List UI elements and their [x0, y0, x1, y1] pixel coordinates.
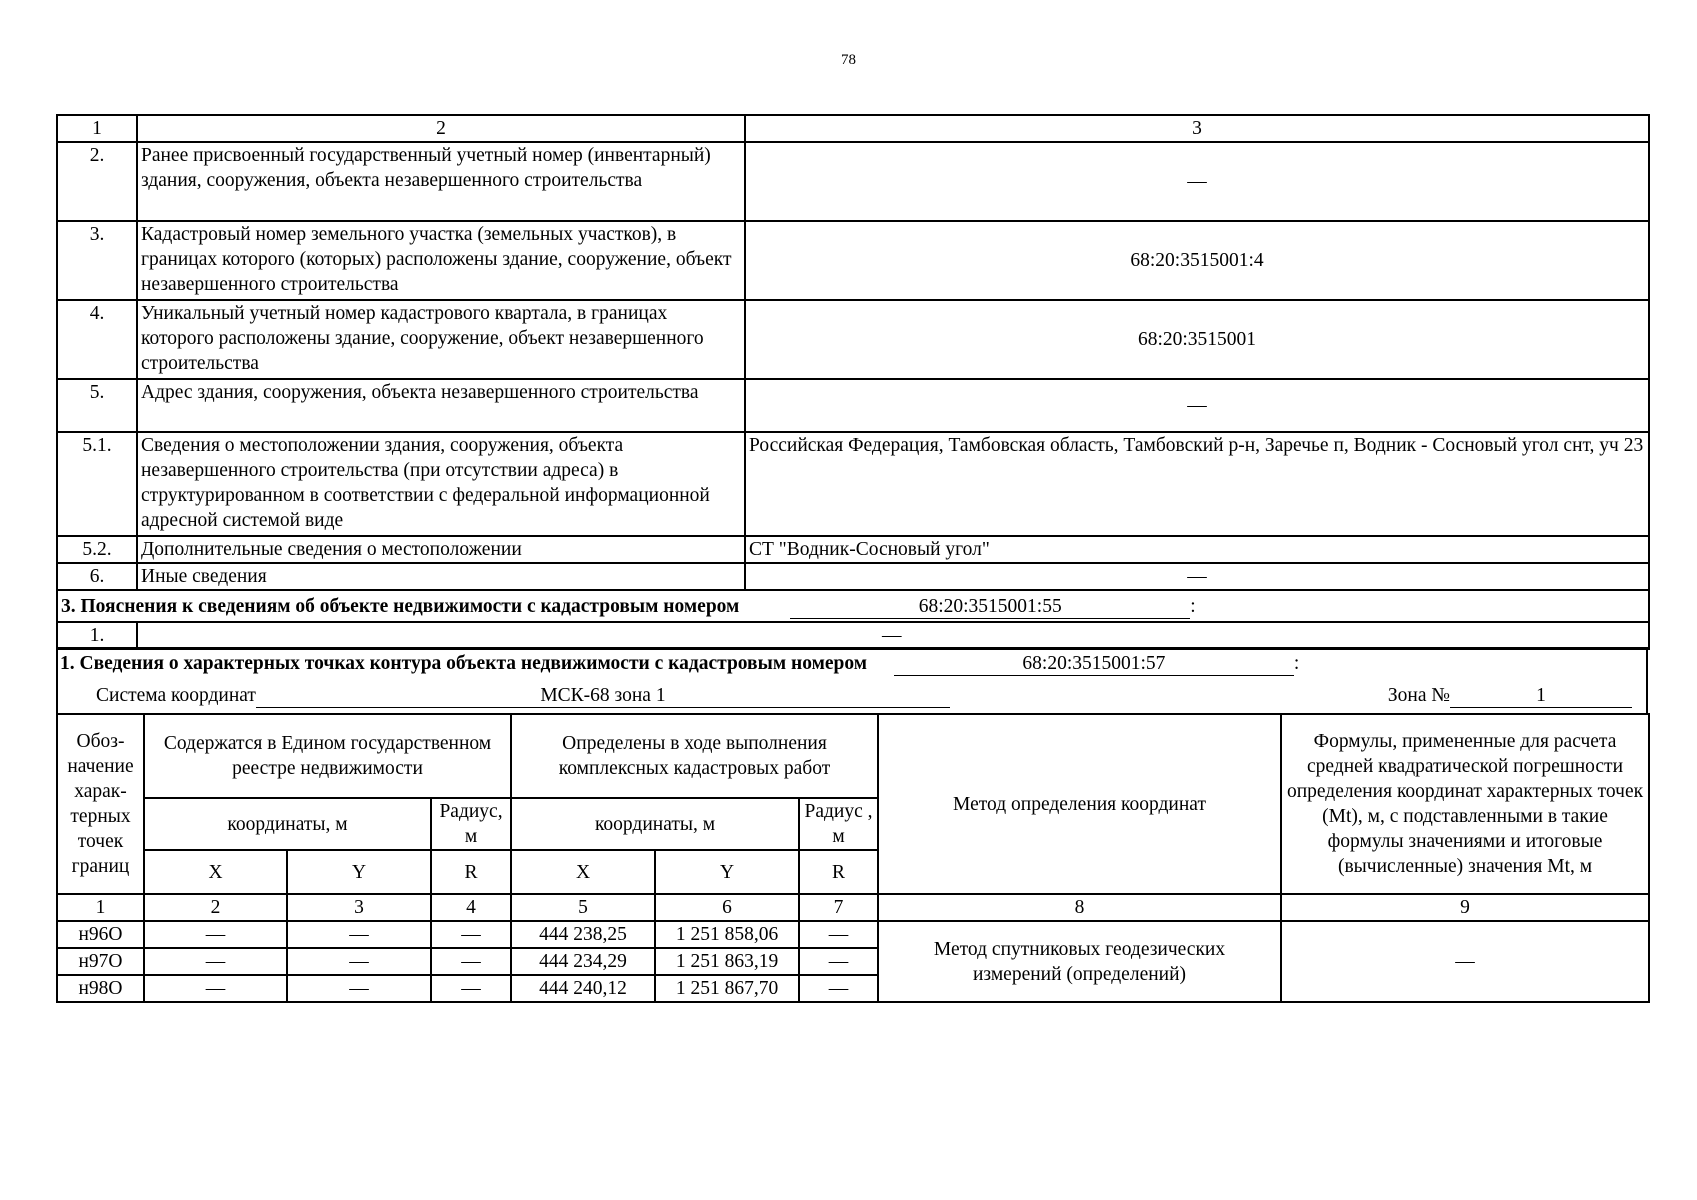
column-number: 4: [431, 894, 511, 921]
column-number: 7: [799, 894, 878, 921]
row-label: Иные сведения: [137, 563, 745, 590]
page-number: 78: [841, 52, 856, 68]
determined-y-header: Y: [655, 850, 799, 894]
egrn-y-header: Y: [287, 850, 431, 894]
table-row: [57, 536, 1649, 563]
section3-title-row: [57, 590, 1649, 622]
section1-colon: :: [1293, 653, 1300, 674]
radius: —: [799, 921, 878, 948]
section3-title: 3. Пояснения к сведениям об объекте недвижимости с кадастровым номером: [61, 595, 740, 617]
row-number: 3.: [57, 221, 137, 300]
header-col-2: 2: [137, 115, 745, 142]
determined-coordinates-header: координаты, м: [511, 798, 799, 850]
determined-r-header: R: [799, 850, 878, 894]
table-row: [57, 432, 1649, 536]
row-value: —: [745, 379, 1649, 432]
point-id: н97О: [57, 948, 144, 975]
egrn-x: —: [144, 975, 287, 1002]
column-numbers-row: [57, 894, 1649, 921]
x-coordinate: 444 238,25: [511, 921, 655, 948]
row-value: 68:20:3515001:4: [745, 221, 1649, 300]
egrn-x-header: X: [144, 850, 287, 894]
table-row: [57, 563, 1649, 590]
section1-cadastral-number: 68:20:3515001:57: [894, 653, 1294, 676]
y-coordinate: 1 251 858,06: [655, 921, 799, 948]
column-number: 5: [511, 894, 655, 921]
row-number: 5.2.: [57, 536, 137, 563]
row-value: —: [745, 563, 1649, 590]
object-info-table: [56, 114, 1650, 650]
point-id: н96О: [57, 921, 144, 948]
determined-x-header: X: [511, 850, 655, 894]
table-header-row: [57, 115, 1649, 142]
egrn-x: —: [144, 948, 287, 975]
zone-value: 1: [1450, 685, 1632, 708]
table-row: [57, 921, 1649, 948]
row-value: 68:20:3515001: [745, 300, 1649, 379]
row-number: 6.: [57, 563, 137, 590]
egrn-header: Содержатся в Едином государственном реестре недвижимости: [144, 714, 511, 798]
zone-label: Зона №: [1387, 685, 1450, 706]
row-label: Кадастровый номер земельного участка (земельных участков), в границах которого (которых) расположены здание, сооружение, объект незавершенного строительства: [137, 221, 745, 300]
row-value: —: [137, 622, 1649, 649]
section3-cadastral-number: 68:20:3515001:55: [790, 596, 1190, 619]
method-header: Метод определения координат: [878, 714, 1281, 894]
column-number: 1: [57, 894, 144, 921]
egrn-r-header: R: [431, 850, 511, 894]
row-label: Ранее присвоенный государственный учетный номер (инвентарный) здания, сооружения, объекта незавершенного строительства: [137, 142, 745, 221]
table-row: [57, 379, 1649, 432]
section1-header: [56, 647, 1648, 713]
row-label: Дополнительные сведения о местоположении: [137, 536, 745, 563]
points-designation-header: Обоз-начение харак-терных точек границ: [57, 714, 144, 894]
row-number: 5.: [57, 379, 137, 432]
column-number: 2: [144, 894, 287, 921]
row-value: СТ "Водник-Сосновый угол": [745, 536, 1649, 563]
table-row: [57, 622, 1649, 649]
table-row: [57, 142, 1649, 221]
row-label: Сведения о местоположении здания, сооружения, объекта незавершенного строительства (при отсутствии адреса) в структурированном в соответствии с федеральной информационной адресной системой виде: [137, 432, 745, 536]
column-number: 9: [1281, 894, 1649, 921]
section1-title: 1. Сведения о характерных точках контура объекта недвижимости с кадастровым номером: [60, 653, 868, 674]
method-value: Метод спутниковых геодезических измерений (определений): [878, 921, 1281, 1002]
egrn-r: —: [431, 921, 511, 948]
header-col-1: 1: [57, 115, 137, 142]
characteristic-points-table: [56, 713, 1650, 1003]
egrn-r: —: [431, 975, 511, 1002]
determined-radius-header: Радиус , м: [799, 798, 878, 850]
formulas-header: Формулы, примененные для расчета средней квадратической погрешности определения координат характерных точек (Mt), м, с подставленными в такие формулы значениями и итоговые (вычисленные) значения Mt, м: [1281, 714, 1649, 894]
row-number: 4.: [57, 300, 137, 379]
column-number: 8: [878, 894, 1281, 921]
row-value: Российская Федерация, Тамбовская область, Тамбовский р-н, Заречье п, Водник - Сосновый угол снт, уч 23: [745, 432, 1649, 536]
egrn-x: —: [144, 921, 287, 948]
row-number: 1.: [57, 622, 137, 649]
egrn-y: —: [287, 948, 431, 975]
determined-header: Определены в ходе выполнения комплексных кадастровых работ: [511, 714, 878, 798]
header-col-3: 3: [745, 115, 1649, 142]
point-id: н98О: [57, 975, 144, 1002]
row-label: Адрес здания, сооружения, объекта незавершенного строительства: [137, 379, 745, 432]
y-coordinate: 1 251 863,19: [655, 948, 799, 975]
section3-colon: :: [1190, 595, 1196, 617]
radius: —: [799, 948, 878, 975]
row-label: Уникальный учетный номер кадастрового квартала, в границах которого расположены здание, сооружение, объект незавершенного строительства: [137, 300, 745, 379]
egrn-y: —: [287, 921, 431, 948]
x-coordinate: 444 240,12: [511, 975, 655, 1002]
egrn-coordinates-header: координаты, м: [144, 798, 431, 850]
egrn-r: —: [431, 948, 511, 975]
row-number: 5.1.: [57, 432, 137, 536]
table-row: [57, 221, 1649, 300]
row-value: —: [745, 142, 1649, 221]
egrn-radius-header: Радиус, м: [431, 798, 511, 850]
column-number: 3: [287, 894, 431, 921]
egrn-y: —: [287, 975, 431, 1002]
coord-system-label: Система координат: [96, 685, 256, 706]
column-number: 6: [655, 894, 799, 921]
coord-system-value: МСК-68 зона 1: [256, 685, 950, 708]
table-row: [57, 300, 1649, 379]
y-coordinate: 1 251 867,70: [655, 975, 799, 1002]
row-number: 2.: [57, 142, 137, 221]
radius: —: [799, 975, 878, 1002]
x-coordinate: 444 234,29: [511, 948, 655, 975]
formulas-value: —: [1281, 921, 1649, 1002]
